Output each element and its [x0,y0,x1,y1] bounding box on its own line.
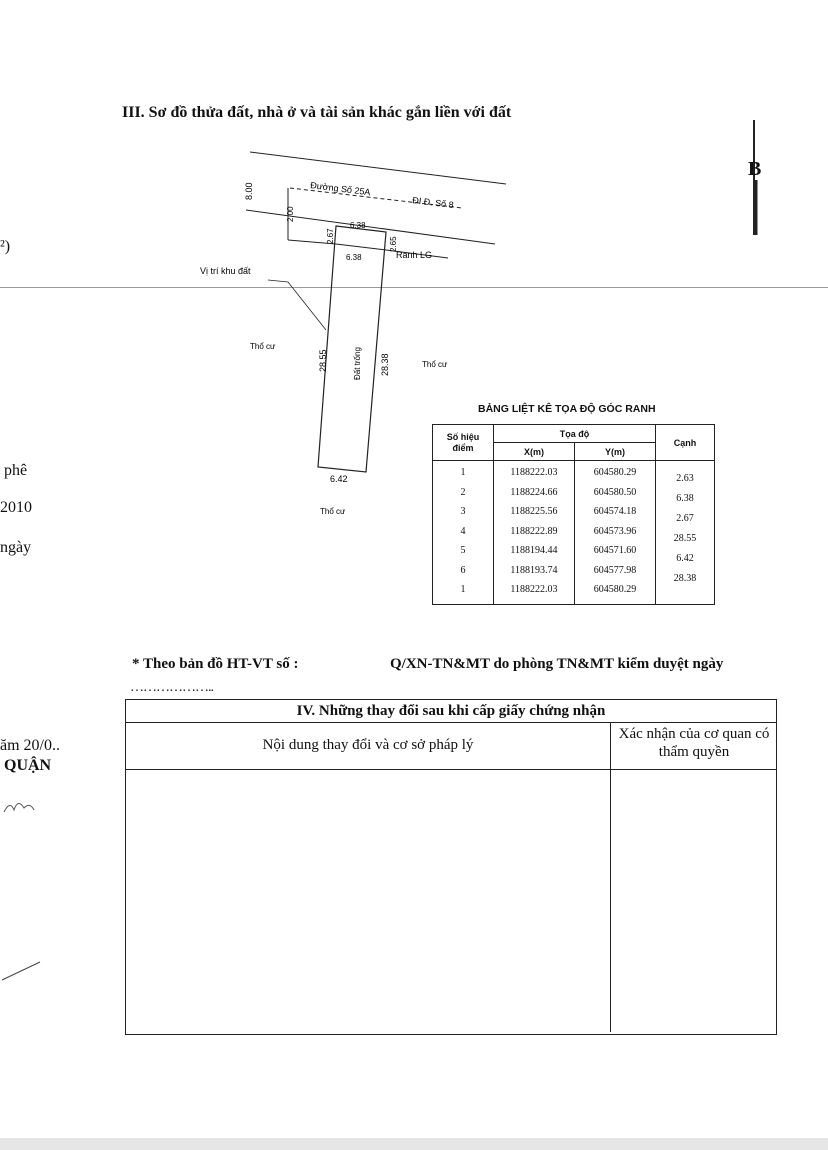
list-item: 604571.60 [593,545,637,556]
land-use-label: Đất trống [353,347,362,380]
road-width-label: 8.00 [244,182,254,200]
list-item: 604574.18 [593,506,637,517]
list-item: 2 [460,486,466,498]
coord-header-edge: Cạnh [656,425,715,461]
list-item: 6.42 [676,553,694,564]
dq-label: ĐI Đ. Số 8 [411,195,455,211]
tho-cu-bottom: Thổ cư [320,507,346,516]
road-name-label: Đường Số 25A [309,180,371,198]
list-item: 6.38 [676,493,694,504]
list-item: 1188224.66 [510,486,558,498]
list-item: 2.63 [676,473,694,484]
section-3-title: III. Sơ đồ thửa đất, nhà ở và tài sản khác gắn liền với đất [122,104,512,121]
list-item: 3 [460,506,466,517]
setback-label: 2.00 [286,206,295,222]
map-note-left: * Theo bản đồ HT-VT số : [132,656,299,672]
margin-text-5: ăm 20/0.. [0,737,60,754]
margin-text-4: ngày [0,539,32,556]
list-item: 604577.98 [593,564,637,576]
left-length-label: 28.55 [318,349,328,372]
right-length-label: 28.38 [380,353,390,376]
tho-cu-left: Thổ cư [250,342,276,351]
bottom-edge-label: 6.42 [330,474,348,484]
changes-col-content: Nội dung thay đổi và cơ sở pháp lý [262,737,474,753]
left-short-label: 2.67 [326,228,335,244]
list-item: 1188225.56 [510,506,558,517]
right-short-label: 2.65 [389,236,398,252]
map-note-right: Q/XN-TN&MT do phòng TN&MT kiểm duyệt ngày [390,656,724,672]
margin-text-1: ²) [0,238,11,255]
coord-table [432,424,715,605]
list-item: 604580.29 [593,467,637,478]
changes-table [125,699,777,1035]
north-label: B [748,158,762,180]
coord-col-point [433,461,494,605]
list-item: 1188222.03 [510,584,558,595]
location-label: Vị trí khu đất [200,266,251,276]
column-divider [610,722,611,1032]
list-item: 5 [460,545,466,556]
margin-text-6: QUẬN [4,757,52,774]
ranh-lg-label: Ranh LG [396,250,433,260]
list-item: 1 [460,467,466,478]
list-item: 28.55 [673,533,697,544]
list-item: 1188222.89 [510,525,558,537]
list-item: 28.38 [673,573,697,584]
coord-col-x [494,461,575,605]
margin-text-3: 2010 [0,499,32,516]
list-item: 604573.96 [593,525,637,537]
coord-col-y [575,461,656,605]
changes-header [126,723,776,770]
list-item: 6 [460,564,466,576]
list-item: 4 [460,525,466,537]
list-item: 1 [460,584,466,595]
tho-cu-right: Thổ cư [422,360,448,369]
coord-header-coord: Tọa độ [494,425,656,443]
signature-scribble [0,790,60,990]
coord-header-x: X(m) [494,443,575,461]
bottom-strip [0,1138,828,1150]
coord-col-edge [656,461,715,605]
list-item: 1188193.74 [510,564,558,576]
top-edge-label: 6.38 [350,221,366,230]
top-edge2-label: 6.38 [346,253,362,262]
list-item: 2.67 [676,513,694,524]
margin-text-2: phê [4,462,28,479]
changes-col-approval: Xác nhận của cơ quan có thẩm quyền [618,726,770,760]
list-item: 1188222.03 [510,467,558,478]
map-note-dots: ……………….. [130,680,213,695]
section-4-title: IV. Những thay đổi sau khi cấp giấy chứng nhận [126,700,776,723]
coord-header-point: Số hiệu điểm [433,425,494,461]
list-item: 604580.29 [593,584,637,595]
list-item: 604580.50 [593,486,637,498]
list-item: 1188194.44 [510,545,558,556]
coord-header-y: Y(m) [575,443,656,461]
coord-table-title: BẢNG LIỆT KÊ TỌA ĐỘ GÓC RANH [478,403,656,415]
